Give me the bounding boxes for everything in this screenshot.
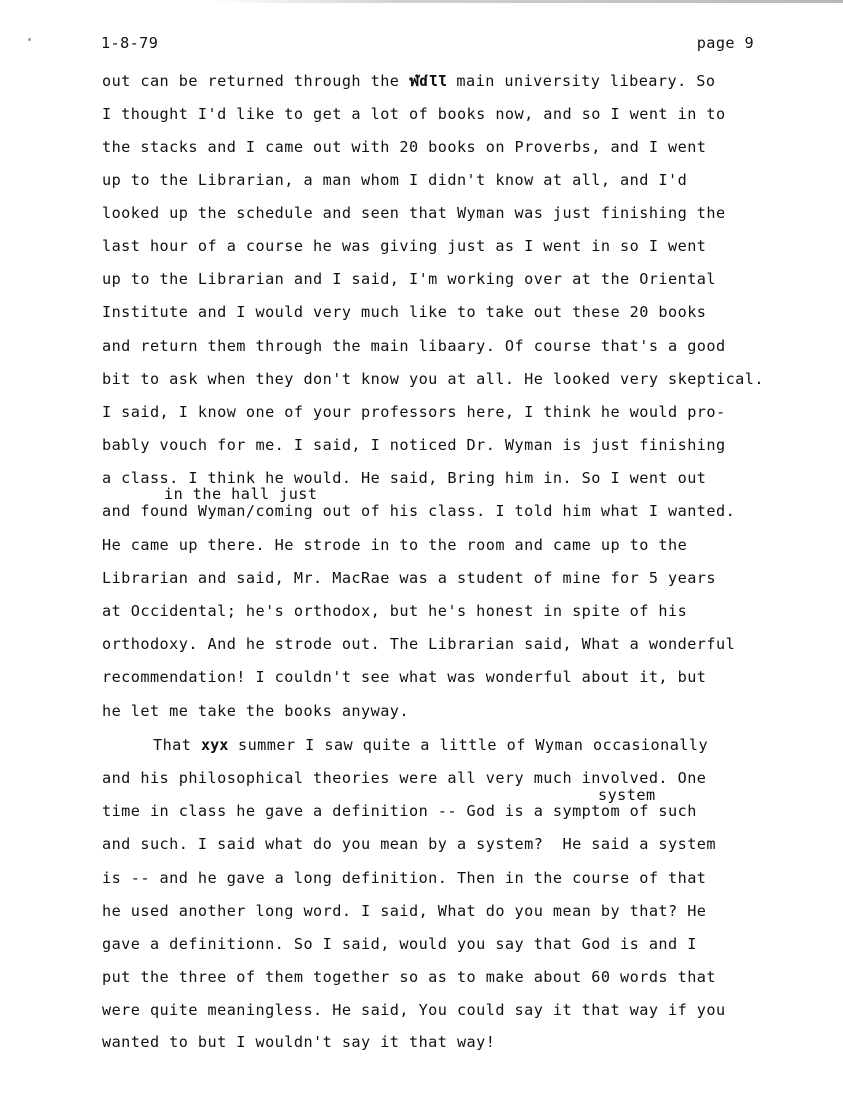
text-line-3: the stacks and I came out with 20 books on Proverbs, and I went — [102, 138, 707, 156]
text-line-20: he let me take the books anyway. — [102, 702, 409, 720]
text-line-6: last hour of a course he was giving just as I went in so I went — [102, 237, 707, 255]
text-line-24: and such. I said what do you mean by a system? He said a system — [102, 835, 716, 853]
text-line-4: up to the Librarian, a man whom I didn't know at all, and I'd — [102, 171, 688, 189]
text-line-11: I said, I know one of your professors here, I think he would pro- — [102, 403, 726, 421]
handwritten-insertion: system — [598, 786, 656, 804]
struck-out-text: xyx — [200, 736, 229, 754]
struck-out-text: ฬɗƖƖ — [409, 72, 447, 90]
page-number: page 9 — [696, 34, 754, 52]
text-line-29: were quite meaningless. He said, You could say it that way if you — [102, 1001, 726, 1019]
text-line-12: bably vouch for me. I said, I noticed Dr. Wyman is just finishing — [102, 436, 726, 454]
text-line-19: recommendation! I couldn't see what was wonderful about it, but — [102, 668, 707, 686]
text-segment: summer I saw quite a little of Wyman occasionally — [228, 736, 709, 754]
text-line-2: I thought I'd like to get a lot of books now, and so I went in to — [102, 105, 726, 123]
text-segment: out can be returned through the — [102, 72, 409, 90]
text-line-14: and found Wyman/coming out of his class. I told him what I wanted. — [102, 502, 736, 520]
text-line-23: time in class he gave a definition -- God is a symptom of such — [102, 802, 697, 820]
text-line-10: bit to ask when they don't know you at all. He looked very skeptical. — [102, 370, 764, 388]
text-line-1 — [102, 71, 715, 91]
text-line-28: put the three of them together so as to make about 60 words that — [102, 968, 716, 986]
text-line-17: at Occidental; he's orthodox, but he's honest in spite of his — [102, 602, 688, 620]
text-line-16: Librarian and said, Mr. MacRae was a student of mine for 5 years — [102, 569, 716, 587]
handwritten-insertion: in the hall just — [164, 485, 318, 503]
text-line-27: gave a definitionn. So I said, would you say that God is and I — [102, 935, 697, 953]
text-line-9: and return them through the main libaary. Of course that's a good — [102, 337, 726, 355]
text-line-30: wanted to but I wouldn't say it that way! — [102, 1033, 496, 1051]
text-segment: That — [153, 736, 201, 754]
text-line-26: he used another long word. I said, What do you mean by that? He — [102, 902, 707, 920]
text-line-8: Institute and I would very much like to take out these 20 books — [102, 303, 707, 321]
text-line-13: a class. I think he would. He said, Bring him in. So I went out — [102, 469, 707, 487]
text-line-7: up to the Librarian and I said, I'm working over at the Oriental — [102, 270, 716, 288]
scan-speck — [28, 38, 31, 41]
text-line-18: orthodoxy. And he strode out. The Librarian said, What a wonderful — [102, 635, 736, 653]
text-line-21 — [153, 735, 708, 755]
text-segment: main university libeary. So — [446, 72, 716, 90]
text-line-5: looked up the schedule and seen that Wyman was just finishing the — [102, 204, 726, 222]
text-line-15: He came up there. He strode in to the room and came up to the — [102, 536, 688, 554]
text-line-22: and his philosophical theories were all very much involved. One — [102, 769, 707, 787]
text-line-25: is -- and he gave a long definition. Then in the course of that — [102, 869, 707, 887]
page-date: 1-8-79 — [101, 34, 159, 52]
scan-edge-shadow — [210, 0, 843, 3]
